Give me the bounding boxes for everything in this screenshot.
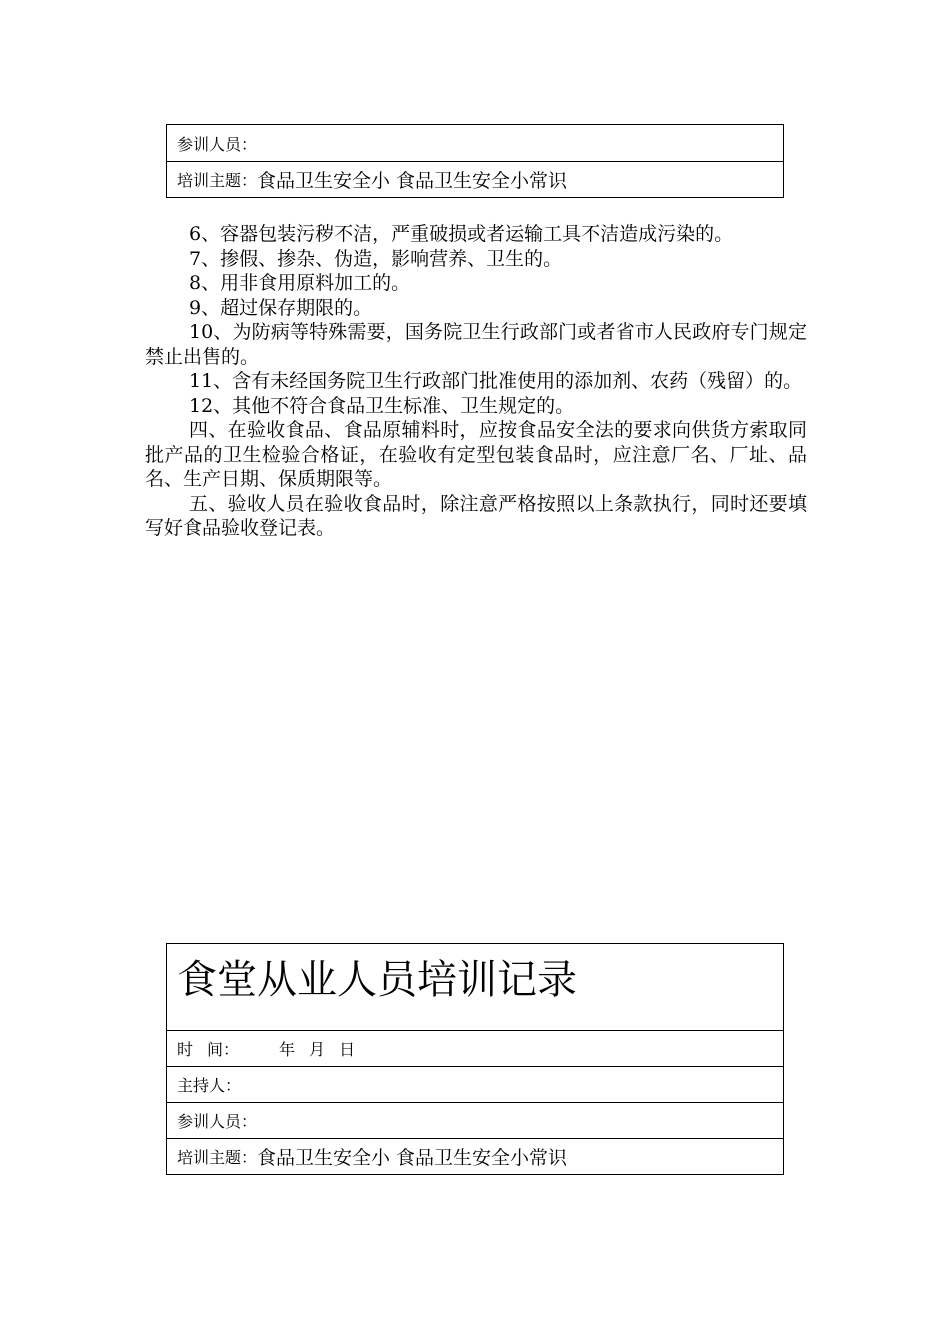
- paragraph: 6、容器包装污秽不洁，严重破损或者运输工具不洁造成污染的。: [189, 223, 734, 245]
- year-label: 年: [279, 1040, 296, 1059]
- topic-value: 食品卫生安全小 食品卫生安全小常识: [257, 170, 568, 192]
- paragraph: 10、为防病等特殊需要，国务院卫生行政部门或者省市人民政府专门规定禁止出售的。: [145, 321, 807, 368]
- paragraph: 四、在验收食品、食品原辅料时，应按食品安全法的要求向供货方索取同批产品的卫生检验合格证，在验收有定型包装食品时，应注意厂名、厂址、品名、生产日期、保质期限等。: [145, 419, 807, 490]
- training-record-table: [166, 943, 784, 1175]
- paragraph: 9、超过保存期限的。: [189, 296, 373, 319]
- participants-row: [167, 125, 783, 161]
- paragraph: 8、用非食用原料加工的。: [189, 272, 411, 294]
- topic-label: 培训主题：: [177, 1148, 258, 1167]
- day-label: 日: [339, 1040, 356, 1059]
- topic-row: [167, 1138, 783, 1174]
- paragraph: 7、掺假、掺杂、伪造，影响营养、卫生的。: [189, 247, 563, 270]
- body-text: [145, 222, 807, 541]
- topic-label: 培训主题：: [177, 171, 258, 190]
- record-title: 食堂从业人员培训记录: [177, 957, 577, 1003]
- participants-row: [167, 1102, 783, 1138]
- host-row: [167, 1066, 783, 1102]
- time-label-2: 间：: [207, 1040, 240, 1059]
- paragraph: 五、验收人员在验收食品时，除注意严格按照以上条款执行，同时还要填写好食品验收登记表。: [145, 492, 807, 539]
- paragraph: 12、其他不符合食品卫生标准、卫生规定的。: [189, 394, 575, 417]
- time-row: [167, 1030, 783, 1066]
- topic-value: 食品卫生安全小 食品卫生安全小常识: [257, 1147, 568, 1169]
- record-title-row: [167, 944, 783, 1030]
- top-record-table: [166, 124, 784, 198]
- participants-label: 参训人员：: [177, 1112, 258, 1131]
- time-label-1: 时: [177, 1040, 194, 1059]
- host-label: 主持人：: [177, 1076, 242, 1095]
- month-label: 月: [309, 1040, 326, 1059]
- participants-label: 参训人员：: [177, 134, 258, 154]
- topic-row: [167, 161, 783, 197]
- paragraph: 11、含有未经国务院卫生行政部门批准使用的添加剂、农药（残留）的。: [189, 370, 803, 392]
